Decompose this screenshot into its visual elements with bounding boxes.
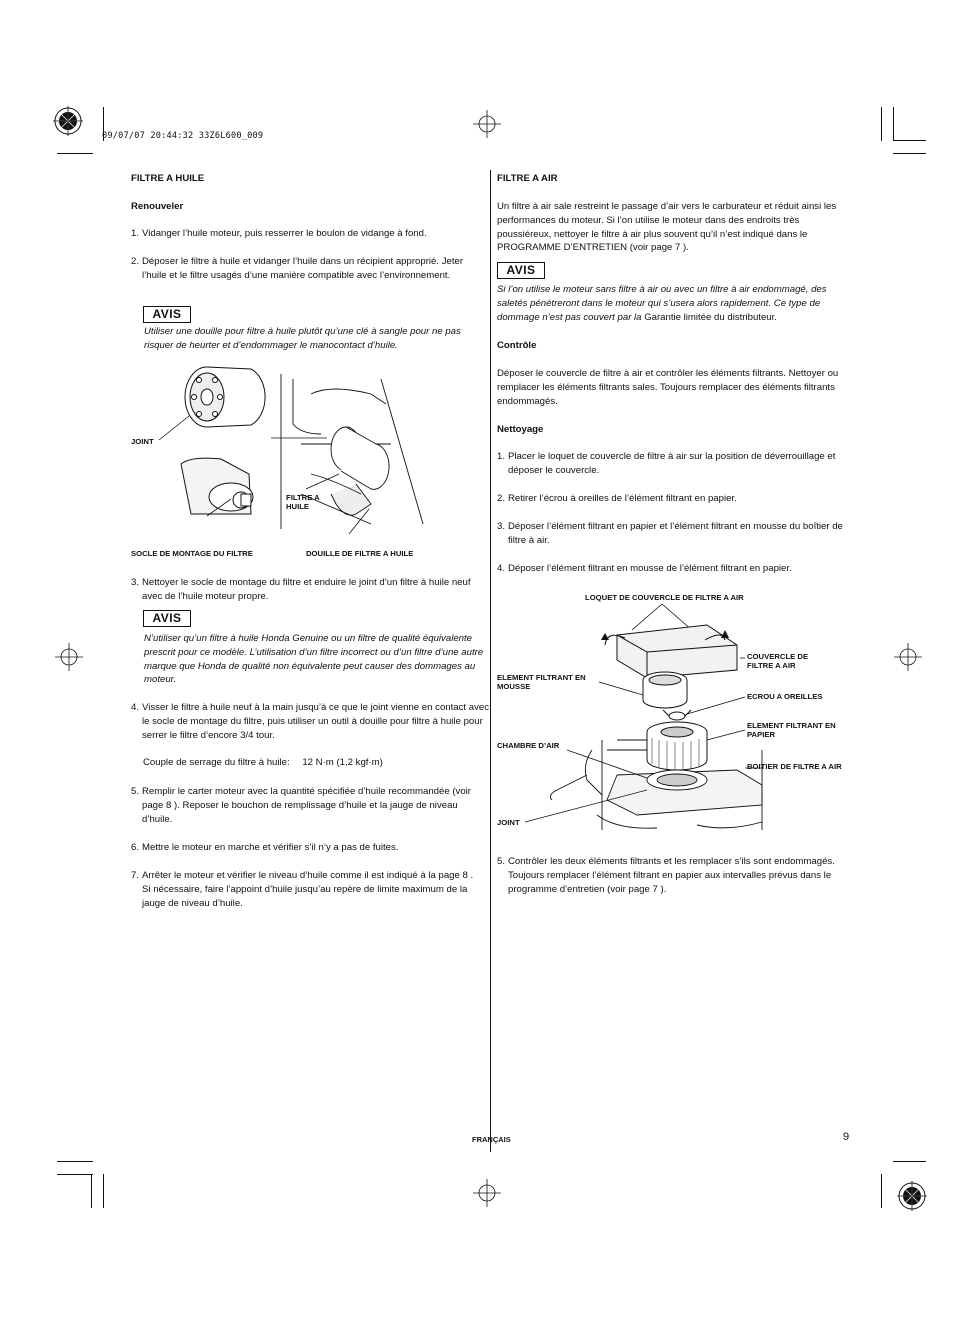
list-item-number: 5. — [497, 856, 506, 867]
figure-label-mousse: ELEMENT FILTRANT EN MOUSSE — [497, 673, 586, 691]
list-item — [497, 562, 847, 576]
list-item — [131, 785, 489, 826]
list-item-number: 2. — [131, 256, 140, 267]
list-item — [131, 869, 476, 910]
figure-label-boitier: BOITIER DE FILTRE A AIR — [747, 762, 842, 771]
notice-text — [497, 283, 855, 324]
list-item-text: Remplir le carter moteur avec la quantité spécifiée d’huile recommandée (voir page 8 ). Reposer le bouchon de remplissage d’huile et la jauge de niveau d’huile. — [142, 786, 472, 825]
crosshair-left-icon — [55, 643, 83, 671]
list-item — [497, 855, 837, 896]
list-item-number: 6. — [131, 842, 140, 853]
list-item — [131, 701, 489, 742]
notice-badge: AVIS — [143, 610, 191, 627]
list-item — [497, 492, 847, 506]
column-divider — [490, 170, 491, 1152]
list-item-text: Déposer le filtre à huile et vidanger l’huile dans un récipient approprié. Jeter l’huile et le filtre usagés d’une manière compatible avec l’environnement. — [142, 256, 464, 281]
registration-target-top-left-icon — [53, 106, 83, 136]
notice-badge: AVIS — [143, 306, 191, 323]
list-item-number: 2. — [497, 493, 506, 504]
notice-badge: AVIS — [497, 262, 545, 279]
section-title-air-filter: FILTRE A AIR — [497, 173, 558, 184]
list-item — [131, 227, 486, 241]
list-item-text: Nettoyer le socle de montage du filtre et enduire le joint d’un filtre à huile neuf avec de l’huile moteur propre. — [142, 577, 471, 602]
list-item-text: Retirer l’écrou à oreilles de l’élément filtrant en papier. — [508, 493, 737, 504]
torque-value: 12 N·m (1,2 kgf·m) — [302, 757, 383, 768]
figure-label-chambre: CHAMBRE D’AIR — [497, 741, 560, 750]
page-number: 9 — [843, 1131, 850, 1143]
torque-spec — [143, 756, 383, 770]
list-item — [131, 255, 486, 283]
list-item-number: 5. — [131, 786, 140, 797]
figure-label-ecrou: ECROU A OREILLES — [747, 692, 823, 701]
list-item — [131, 841, 486, 855]
crosshair-bottom-icon — [473, 1179, 501, 1207]
list-item-text: Déposer l’élément filtrant en papier et l’élément filtrant en mousse du boîtier de filtre à air. — [508, 521, 843, 546]
list-item-number: 3. — [497, 521, 506, 532]
subtitle-controle: Contrôle — [497, 340, 537, 351]
list-item-number: 1. — [497, 451, 506, 462]
subtitle-renouveler: Renouveler — [131, 201, 184, 212]
list-item-number: 7. — [131, 870, 140, 881]
list-item-number: 4. — [497, 563, 506, 574]
figure-label-papier: ELEMENT FILTRANT EN PAPIER — [747, 721, 836, 739]
list-item-text: Visser le filtre à huile neuf à la main jusqu’à ce que le joint vienne en contact avec le socle de montage du filtre, puis utiliser un outil à douille pour filtre à huile pour serrer le filtre d’encore 3/4 tour. — [142, 702, 490, 741]
notice-text-warranty: Garantie limitée du distributeur. — [644, 311, 777, 323]
crosshair-top-icon — [473, 110, 501, 138]
list-item — [497, 450, 847, 478]
list-item-text: Placer le loquet de couvercle de filtre à air sur la position de déverrouillage et déposer le couvercle. — [508, 451, 836, 476]
list-item — [497, 520, 847, 548]
section-title-oil-filter: FILTRE A HUILE — [131, 173, 205, 184]
notice-text: N’utiliser qu’un filtre à huile Honda Genuine ou un filtre de qualité équivalente prescrit pour ce modèle. L’utilisation d’un filtre incorrect ou d’un filtre d’une autre marque que Honda de qualité non équivalente peut causer des dommages au moteur. — [144, 633, 484, 686]
footer-language: FRANÇAIS — [472, 1135, 511, 1144]
air-filter-illustration — [497, 600, 857, 835]
list-item-number: 1. — [131, 228, 140, 239]
list-item-number: 4. — [131, 702, 140, 713]
subtitle-nettoyage: Nettoyage — [497, 424, 544, 435]
figure-label-joint: JOINT — [131, 437, 154, 446]
list-item-text: Déposer l’élément filtrant en mousse de l’élément filtrant en papier. — [508, 563, 792, 574]
intro-paragraph: Un filtre à air sale restreint le passage d’air vers le carburateur et réduit ainsi les performances du moteur. Si l’on utilise le moteur dans des endroits très poussiéreux, nettoyer le filtre à air plus souvent qu’il n’est indiqué dans le PROGRAMME D’ENTRETIEN (voir page 7 ). — [497, 201, 837, 254]
registration-target-bottom-right-icon — [897, 1181, 927, 1211]
list-item-text: Mettre le moteur en marche et vérifier s’il n’y a pas de fuites. — [142, 842, 399, 853]
notice-text-italic: Si l’on utilise le moteur sans filtre à air ou avec un filtre à air endommagé, des saletés pénétreront dans le moteur qui s’usera alors rapidement. Ce type de dommage n’est pas couvert par la — [497, 284, 827, 323]
notice-text: Utiliser une douille pour filtre à huile plutôt qu’une clé à sangle pour ne pas risquer de heurter et d’endommager le manocontact d’huile. — [144, 326, 461, 351]
list-item-text: Arrêter le moteur et vérifier le niveau d’huile comme il est indiqué à la page 8 . Si nécessaire, faire l’appoint d’huile jusqu’au repère de limite maximum de la jauge de niveau d’huile. — [142, 870, 474, 909]
print-stamp: 09/07/07 20:44:32 33Z6L600_009 — [102, 131, 264, 141]
figure-label-loquet: LOQUET DE COUVERCLE DE FILTRE A AIR — [585, 593, 744, 602]
controle-paragraph: Déposer le couvercle de filtre à air et contrôler les éléments filtrants. Nettoyer ou remplacer les éléments filtrants sales. Toujours remplacer des éléments filtrants endommagés. — [497, 368, 839, 407]
oil-filter-illustration — [131, 364, 426, 532]
torque-label: Couple de serrage du filtre à huile: — [143, 757, 290, 768]
crosshair-right-icon — [894, 643, 922, 671]
figure-label-couvercle: COUVERCLE DE FILTRE A AIR — [747, 652, 809, 670]
list-item-number: 3. — [131, 577, 140, 588]
list-item-text: Contrôler les deux éléments filtrants et les remplacer s’ils sont endommagés. Toujours remplacer l’élément filtrant en papier aux intervalles prévus dans le programme d’entretien (voir page 7 ). — [508, 856, 835, 895]
figure-label-joint: JOINT — [497, 818, 520, 827]
list-item — [131, 576, 486, 604]
figure-label-douille: DOUILLE DE FILTRE A HUILE — [306, 549, 414, 558]
list-item-text: Vidanger l’huile moteur, puis resserrer le boulon de vidange à fond. — [142, 228, 427, 239]
figure-label-socle: SOCLE DE MONTAGE DU FILTRE — [131, 549, 253, 558]
figure-label-filtre: FILTRE A HUILE — [286, 493, 320, 511]
